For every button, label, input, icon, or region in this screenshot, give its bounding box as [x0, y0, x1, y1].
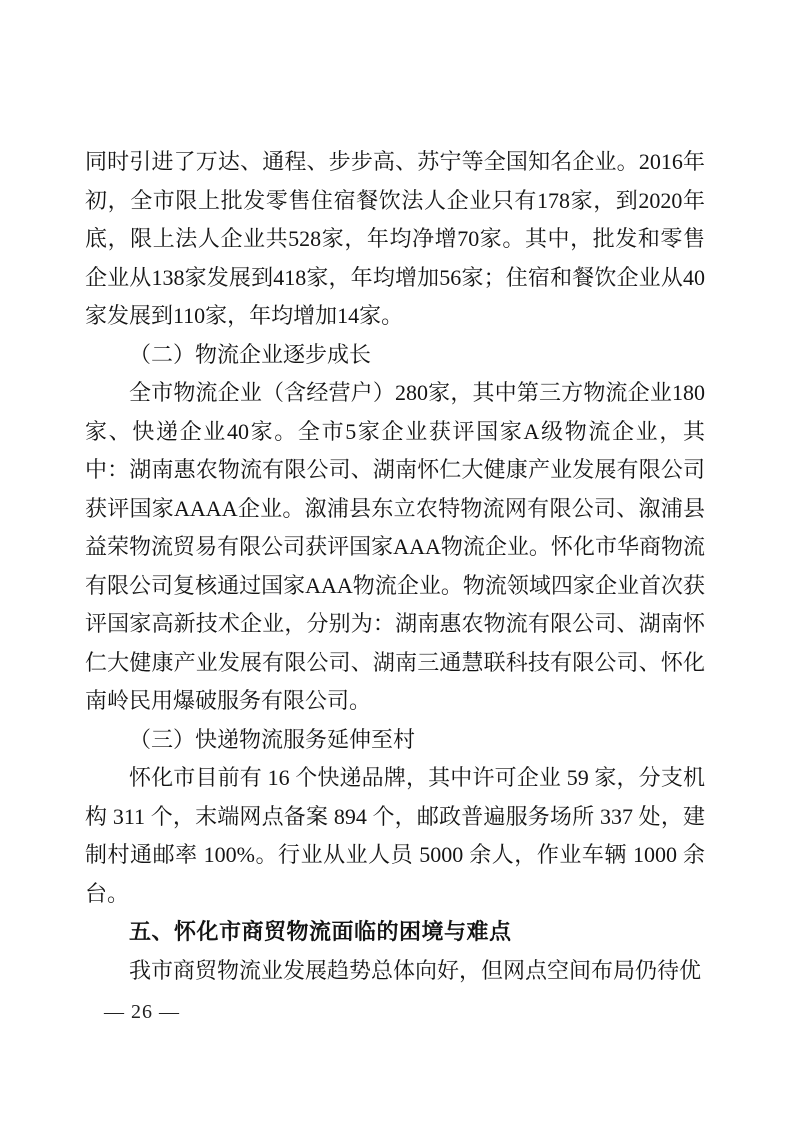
- heading-logistics-enterprises-growth: （二）物流企业逐步成长: [129, 341, 372, 367]
- heading-section-five-difficulties: 五、怀化市商贸物流面临的困境与难点: [129, 919, 512, 944]
- paragraph-difficulties-intro: 我市商贸物流业发展趋势总体向好，但网点空间布局仍待优: [129, 957, 702, 983]
- heading-express-service-to-villages: （三）快递物流服务延伸至村: [129, 726, 416, 752]
- paragraph-express-service-detail: 怀化市目前有 16 个快递品牌，其中许可企业 59 家，分支机构 311 个，末端网点备案 894 个，邮政普遍服务场所 337 处，建制村通邮率 100%。行业从业人员 5000 余人，作业车辆 1000 余台。: [85, 765, 705, 906]
- document-content: [85, 143, 705, 990]
- paragraph-retail-enterprise-growth: 同时引进了万达、通程、步步高、苏宁等全国知名企业。2016年初，全市限上批发零售住宿餐饮法人企业只有178家，到2020年底，限上法人企业共528家，年均净增70家。其中，批发和零售企业从138家发展到418家，年均增加56家；住宿和餐饮企业从40家发展到110家，年均增加14家。: [85, 149, 705, 328]
- page-number: — 26 —: [104, 1001, 180, 1023]
- paragraph-logistics-enterprises-detail: 全市物流企业（含经营户）280家，其中第三方物流企业180家、快递企业40家。全市5家企业获评国家A级物流企业，其中：湖南惠农物流有限公司、湖南怀仁大健康产业发展有限公司获评国家AAAA企业。溆浦县东立农特物流网有限公司、溆浦县益荣物流贸易有限公司获评国家AAA物流企业。怀化市华商物流有限公司复核通过国家AAA物流企业。物流领域四家企业首次获评国家高新技术企业，分别为：湖南惠农物流有限公司、湖南怀仁大健康产业发展有限公司、湖南三通慧联科技有限公司、怀化南岭民用爆破服务有限公司。: [85, 380, 705, 713]
